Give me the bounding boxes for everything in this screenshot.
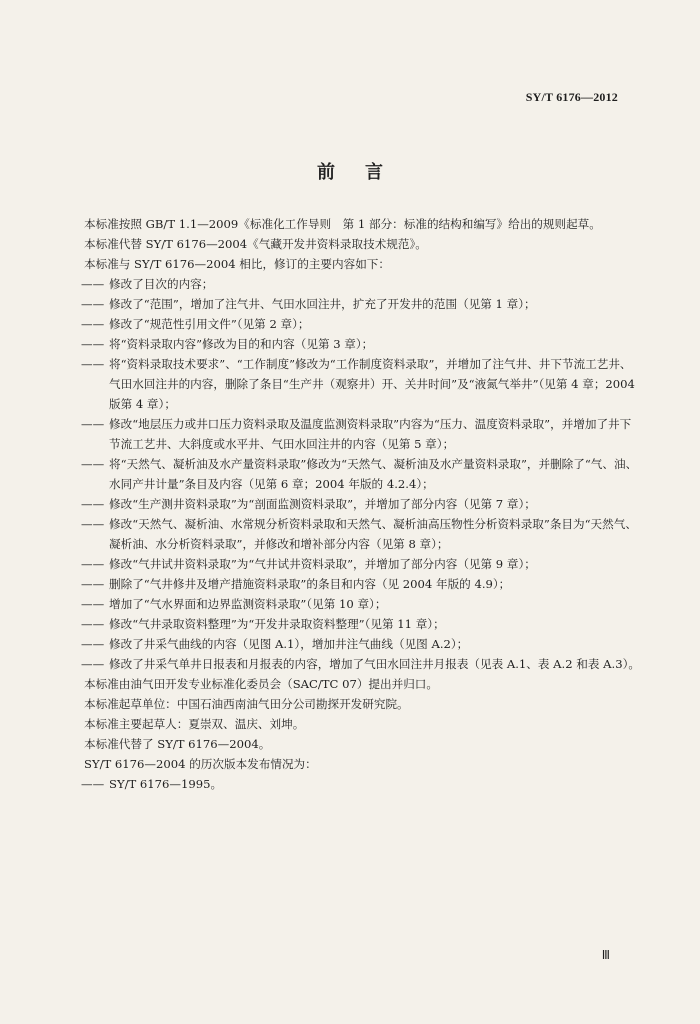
change-item	[81, 494, 641, 514]
paragraph-replaces: 本标准代替 SY/T 6176—2004《气藏开发井资料录取技术规范》。	[84, 237, 427, 251]
change-item	[81, 614, 641, 634]
change-item	[81, 454, 641, 494]
dash-mark: ——	[81, 617, 105, 631]
dash-mark: ——	[81, 557, 105, 571]
change-item-text: 修改“天然气、凝析油、水常规分析资料录取和天然气、凝析油高压物性分析资料录取”条目为“天然气、凝析油、水分析资料录取”，并修改和增补部分内容（见第 8 章）；	[109, 517, 637, 551]
dash-mark: ——	[81, 497, 105, 511]
change-item-text: 修改“地层压力或井口压力资料录取及温度监测资料录取”内容为“压力、温度资料录取”，并增加了井下节流工艺井、大斜度或水平井、气田水回注井的内容（见第 5 章）；	[109, 417, 632, 451]
change-item-text: 修改了井采气曲线的内容（见图 A.1），增加井注气曲线（见图 A.2）；	[109, 637, 469, 651]
change-item-text: 修改了“规范性引用文件”（见第 2 章）；	[109, 317, 310, 331]
dash-mark: ——	[81, 417, 105, 431]
dash-mark: ——	[81, 277, 105, 291]
change-item	[81, 554, 641, 574]
change-item-text: 将“天然气、凝析油及水产量资料录取”修改为“天然气、凝析油及水产量资料录取”，并删除了“气、油、水同产井计量”条目及内容（见第 6 章；2004 年版的 4.2.4）；	[109, 457, 638, 491]
preface-body	[81, 214, 641, 794]
dash-mark: ——	[81, 577, 105, 591]
change-item	[81, 414, 641, 454]
paragraph-supersedes: 本标准代替了 SY/T 6176—2004。	[84, 737, 271, 751]
change-item-text: 修改了目次的内容；	[109, 277, 214, 291]
dash-mark: ——	[81, 597, 105, 611]
change-item-text: 修改“生产测井资料录取”为“剖面监测资料录取”，并增加了部分内容（见第 7 章）；	[109, 497, 536, 511]
dash-mark: ——	[81, 357, 105, 371]
paragraph-proposed-by: 本标准由油气田开发专业标准化委员会（SAC/TC 07）提出并归口。	[84, 677, 438, 691]
change-item	[81, 314, 641, 334]
change-item-text: 将“资料录取内容”修改为目的和内容（见第 3 章）；	[109, 337, 374, 351]
paragraph-changes-intro: 本标准与 SY/T 6176—2004 相比，修订的主要内容如下：	[84, 257, 390, 271]
dash-mark: ——	[81, 457, 105, 471]
paragraph-drafting-rule: 本标准按照 GB/T 1.1—2009《标准化工作导则 第 1 部分：标准的结构和编写》给出的规则起草。	[84, 217, 601, 231]
history-item	[81, 774, 641, 794]
change-item-text: 修改“气井录取资料整理”为“开发井录取资料整理”（见第 11 章）；	[109, 617, 445, 631]
dash-mark: ——	[81, 337, 105, 351]
dash-mark: ——	[81, 317, 105, 331]
change-item	[81, 514, 641, 554]
change-item	[81, 634, 641, 654]
paragraph-drafters: 本标准主要起草人：夏崇双、温庆、刘坤。	[84, 717, 305, 731]
history-item-text: SY/T 6176—1995。	[109, 777, 223, 791]
page-title: 前言	[317, 162, 413, 183]
change-item	[81, 274, 641, 294]
change-item-text: 修改了井采气单井日报表和月报表的内容，增加了气田水回注井月报表（见表 A.1、表 A.2 和表 A.3）。	[109, 657, 640, 671]
change-item-text: 修改“气井试井资料录取”为“气井试井资料录取”，并增加了部分内容（见第 9 章）；	[109, 557, 536, 571]
dash-mark: ——	[81, 657, 105, 671]
change-item	[81, 654, 641, 674]
paragraph-drafting-unit: 本标准起草单位：中国石油西南油气田分公司勘探开发研究院。	[84, 697, 409, 711]
change-item	[81, 354, 641, 414]
change-item	[81, 574, 641, 594]
change-item-text: 删除了“气井修井及增产措施资料录取”的条目和内容（见 2004 年版的 4.9）；	[109, 577, 511, 591]
change-item	[81, 334, 641, 354]
dash-mark: ——	[81, 777, 105, 791]
dash-mark: ——	[81, 517, 105, 531]
dash-mark: ——	[81, 297, 105, 311]
change-item-text: 将“资料录取技术要求”、“工作制度”修改为“工作制度资料录取”，并增加了注气井、井下节流工艺井、气田水回注井的内容，删除了条目“生产井（观察井）开、关井时间”及“液氮气举井”（见第 4 章；2004 版第 4 章）；	[109, 357, 635, 411]
change-item	[81, 594, 641, 614]
change-item	[81, 294, 641, 314]
dash-mark: ——	[81, 637, 105, 651]
standard-code: SY/T 6176—2012	[525, 90, 618, 104]
paragraph-history-intro: SY/T 6176—2004 的历次版本发布情况为：	[84, 757, 317, 771]
change-item-text: 增加了“气水界面和边界监测资料录取”（见第 10 章）；	[109, 597, 387, 611]
page-number: Ⅲ	[601, 948, 610, 962]
change-item-text: 修改了“范围”，增加了注气井、气田水回注井，扩充了开发井的范围（见第 1 章）；	[109, 297, 536, 311]
